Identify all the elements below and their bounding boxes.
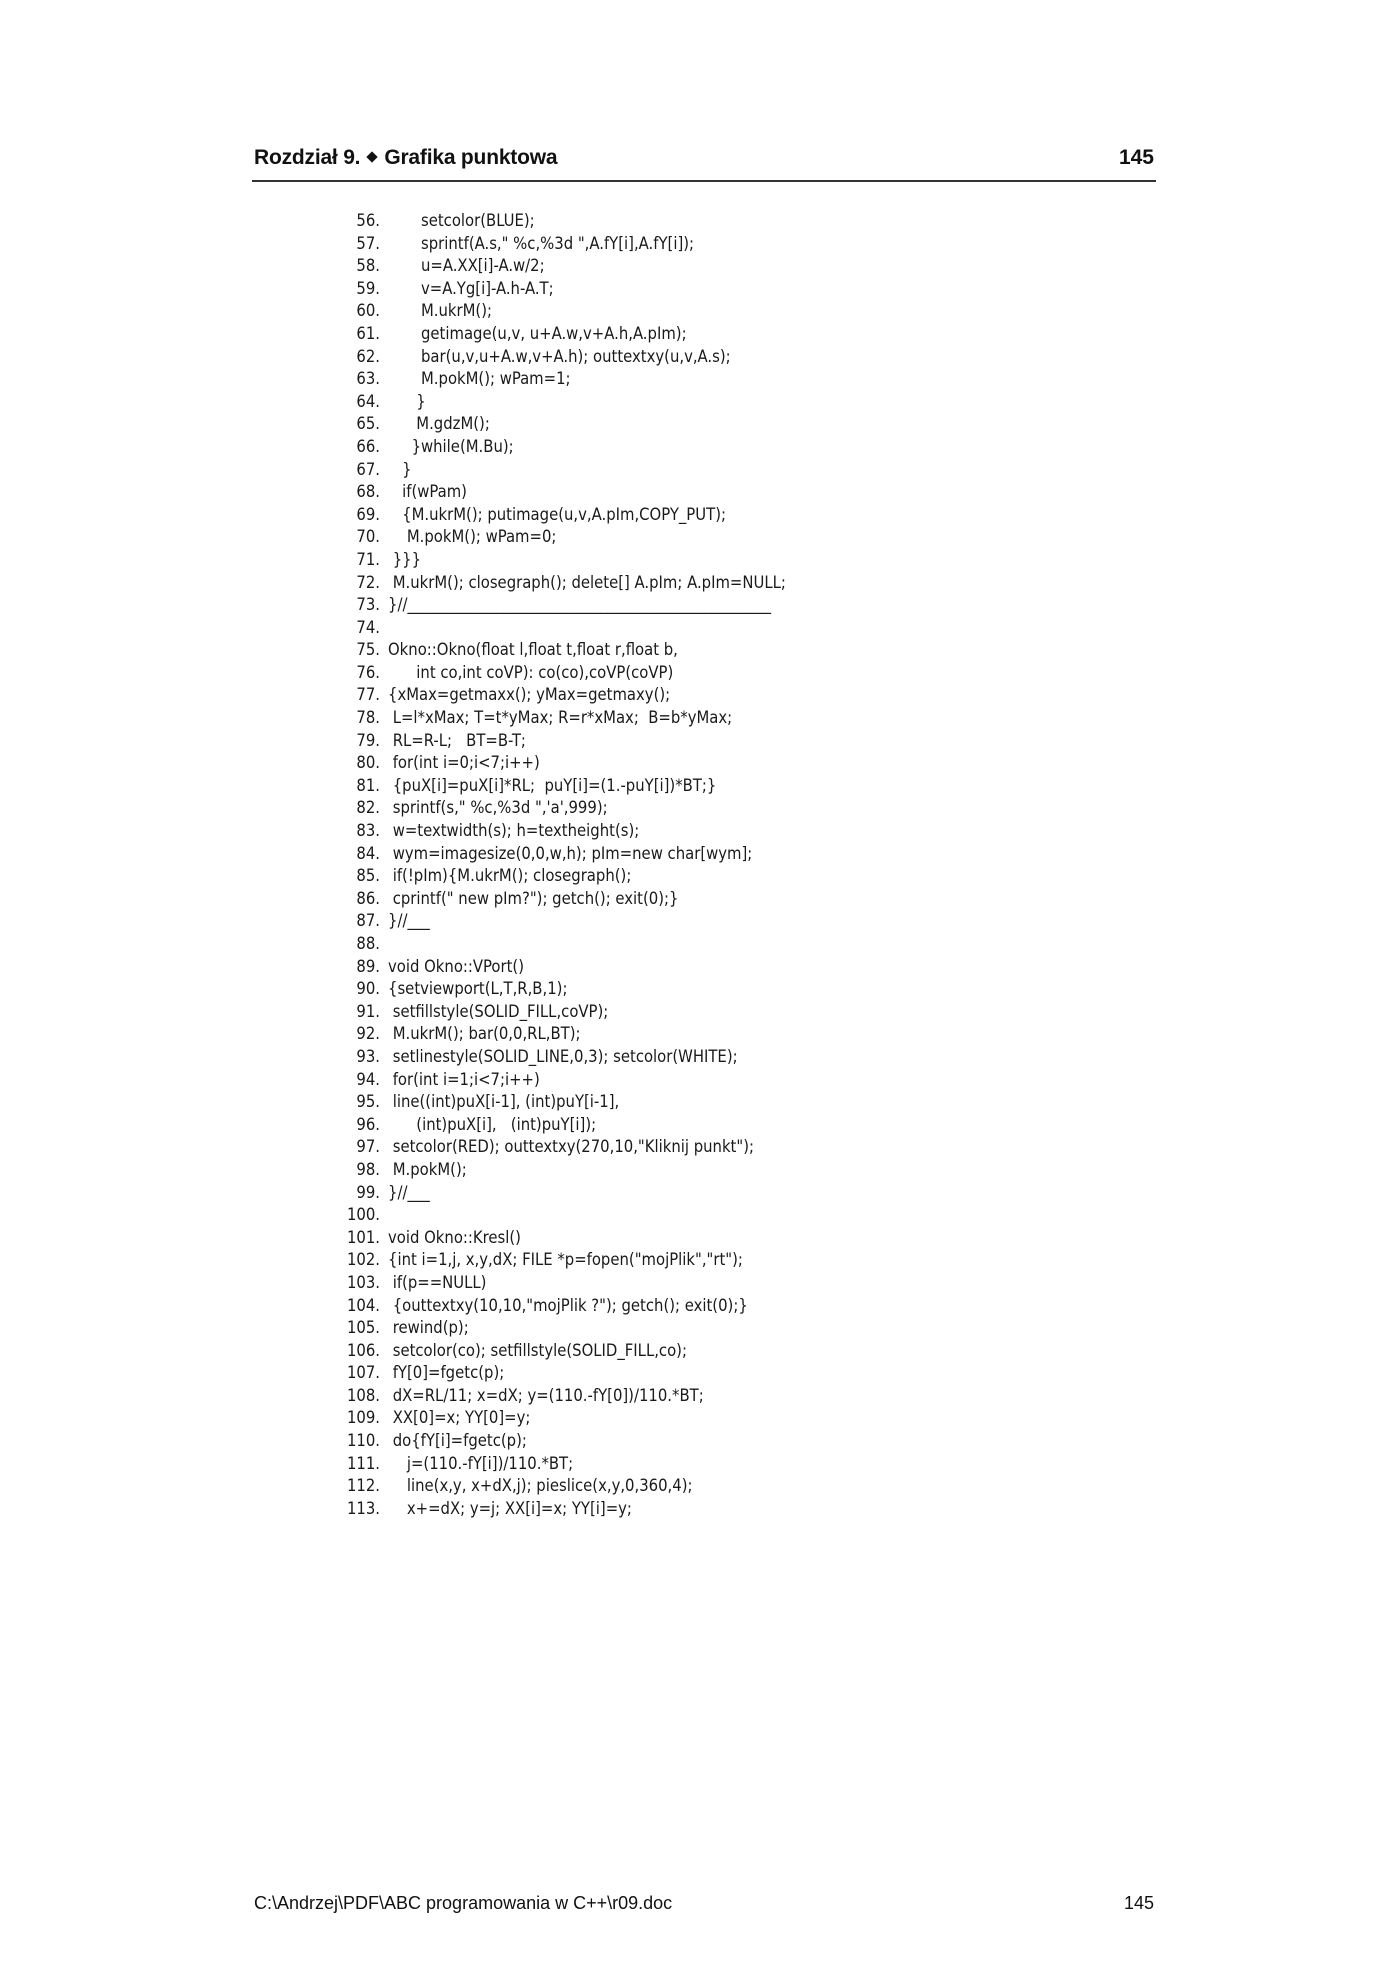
line-number: 96. bbox=[356, 1114, 380, 1134]
code-line bbox=[330, 549, 1150, 572]
code-text: } bbox=[388, 391, 426, 411]
code-line bbox=[330, 820, 1150, 843]
code-text: line(x,y, x+dX,j); pieslice(x,y,0,360,4); bbox=[388, 1476, 693, 1496]
line-number: 68. bbox=[356, 482, 380, 502]
line-number: 56. bbox=[356, 211, 380, 230]
line-number: 86. bbox=[356, 888, 380, 908]
code-text bbox=[388, 933, 1150, 956]
code-line bbox=[330, 752, 1150, 775]
code-text: {outtextxy(10,10,"mojPlik ?"); getch(); exit(0);} bbox=[388, 1295, 748, 1315]
code-line bbox=[330, 1136, 1150, 1159]
code-text: XX[0]=x; YY[0]=y; bbox=[388, 1408, 531, 1428]
line-number: 88. bbox=[356, 934, 380, 953]
code-line bbox=[330, 1407, 1150, 1430]
code-line bbox=[330, 662, 1150, 685]
code-line bbox=[330, 1204, 1150, 1227]
code-line bbox=[330, 1091, 1150, 1114]
line-number: 89. bbox=[356, 956, 380, 976]
code-text: }}} bbox=[388, 549, 422, 569]
code-text: line((int)puX[i-1], (int)puY[i-1], bbox=[388, 1092, 620, 1112]
chapter-label: Rozdział 9. bbox=[254, 146, 361, 169]
code-line bbox=[330, 1182, 1150, 1205]
code-line bbox=[330, 843, 1150, 866]
line-number: 105. bbox=[346, 1318, 380, 1338]
line-number: 83. bbox=[356, 821, 380, 841]
code-line bbox=[330, 1317, 1150, 1340]
code-text: }while(M.Bu); bbox=[388, 436, 514, 456]
code-text: {int i=1,j, x,y,dX; FILE *p=fopen("mojPlik","rt"); bbox=[388, 1250, 743, 1270]
code-line bbox=[330, 865, 1150, 888]
code-line bbox=[330, 1001, 1150, 1024]
code-text: M.pokM(); wPam=0; bbox=[388, 527, 557, 547]
code-text: fY[0]=fgetc(p); bbox=[388, 1363, 505, 1383]
code-text bbox=[388, 617, 1150, 640]
line-number: 100. bbox=[346, 1205, 380, 1225]
code-line bbox=[330, 910, 1150, 933]
code-line bbox=[330, 933, 1150, 956]
line-number: 58. bbox=[356, 256, 380, 276]
line-number: 113. bbox=[346, 1498, 380, 1518]
code-line bbox=[330, 255, 1150, 278]
code-text: setfillstyle(SOLID_FILL,coVP); bbox=[388, 1001, 609, 1021]
line-number: 64. bbox=[356, 391, 380, 411]
code-line bbox=[330, 797, 1150, 820]
code-line bbox=[330, 707, 1150, 730]
code-text: (int)puX[i], (int)puY[i]); bbox=[388, 1114, 597, 1134]
code-line bbox=[330, 300, 1150, 323]
line-number: 75. bbox=[356, 640, 380, 660]
code-text: u=A.XX[i]-A.w/2; bbox=[388, 256, 545, 276]
code-text: }//___ bbox=[388, 1182, 430, 1202]
code-line bbox=[330, 617, 1150, 640]
code-line bbox=[330, 1475, 1150, 1498]
code-line bbox=[330, 1385, 1150, 1408]
code-text: }//___ bbox=[388, 911, 430, 931]
line-number: 80. bbox=[356, 753, 380, 773]
code-line bbox=[330, 391, 1150, 414]
line-number: 73. bbox=[356, 595, 380, 615]
code-listing bbox=[330, 210, 1150, 1520]
code-line bbox=[330, 730, 1150, 753]
line-number: 108. bbox=[346, 1385, 380, 1405]
code-line bbox=[330, 1227, 1150, 1250]
code-text: x+=dX; y=j; XX[i]=x; YY[i]=y; bbox=[388, 1498, 632, 1518]
line-number: 70. bbox=[356, 527, 380, 547]
code-line bbox=[330, 1046, 1150, 1069]
code-text: {xMax=getmaxx(); yMax=getmaxy(); bbox=[388, 685, 671, 705]
line-number: 59. bbox=[356, 278, 380, 298]
code-line bbox=[330, 278, 1150, 301]
line-number: 102. bbox=[346, 1250, 380, 1270]
code-line bbox=[330, 888, 1150, 911]
code-text: RL=R-L; BT=B-T; bbox=[388, 730, 526, 750]
footer-page-number: 145 bbox=[1123, 1893, 1154, 1913]
code-text: int co,int coVP): co(co),coVP(coVP) bbox=[388, 662, 674, 682]
code-line bbox=[330, 1430, 1150, 1453]
line-number: 93. bbox=[356, 1046, 380, 1066]
code-text: v=A.Yg[i]-A.h-A.T; bbox=[388, 278, 554, 298]
code-text: dX=RL/11; x=dX; y=(110.-fY[0])/110.*BT; bbox=[388, 1385, 704, 1405]
code-text: M.ukrM(); bbox=[388, 301, 493, 321]
code-line bbox=[330, 1023, 1150, 1046]
line-number: 85. bbox=[356, 866, 380, 886]
line-number: 91. bbox=[356, 1001, 380, 1021]
line-number: 111. bbox=[346, 1453, 380, 1473]
running-header bbox=[252, 146, 1156, 182]
code-text: M.pokM(); wPam=1; bbox=[388, 369, 571, 389]
code-text: } bbox=[388, 459, 412, 479]
line-number: 66. bbox=[356, 436, 380, 456]
line-number: 103. bbox=[346, 1272, 380, 1292]
code-text: Okno::Okno(float l,float t,float r,float b, bbox=[388, 640, 678, 660]
code-line bbox=[330, 346, 1150, 369]
code-text: void Okno::VPort() bbox=[388, 956, 524, 976]
line-number: 90. bbox=[356, 979, 380, 999]
line-number: 97. bbox=[356, 1137, 380, 1157]
line-number: 99. bbox=[356, 1182, 380, 1202]
code-line bbox=[330, 323, 1150, 346]
line-number: 95. bbox=[356, 1092, 380, 1112]
code-text: L=l*xMax; T=t*yMax; R=r*xMax; B=b*yMax; bbox=[388, 708, 733, 728]
code-line bbox=[330, 1295, 1150, 1318]
code-text: j=(110.-fY[i])/110.*BT; bbox=[388, 1453, 574, 1473]
code-line bbox=[330, 1362, 1150, 1385]
code-line bbox=[330, 594, 1150, 617]
line-number: 104. bbox=[346, 1295, 380, 1315]
code-line bbox=[330, 526, 1150, 549]
running-footer bbox=[252, 1893, 1156, 1917]
line-number: 67. bbox=[356, 459, 380, 479]
code-text: setcolor(co); setfillstyle(SOLID_FILL,co); bbox=[388, 1340, 687, 1360]
code-text: {puX[i]=puX[i]*RL; puY[i]=(1.-puY[i])*BT;} bbox=[388, 775, 717, 795]
code-line bbox=[330, 978, 1150, 1001]
code-line bbox=[330, 1340, 1150, 1363]
code-text: M.gdzM(); bbox=[388, 414, 490, 434]
code-text: {setviewport(L,T,R,B,1); bbox=[388, 979, 568, 999]
code-line bbox=[330, 436, 1150, 459]
code-line bbox=[330, 210, 1150, 233]
line-number: 76. bbox=[356, 662, 380, 682]
code-text: bar(u,v,u+A.w,v+A.h); outtextxy(u,v,A.s); bbox=[388, 346, 731, 366]
header-title bbox=[254, 146, 557, 170]
code-line bbox=[330, 504, 1150, 527]
line-number: 81. bbox=[356, 775, 380, 795]
line-number: 60. bbox=[356, 301, 380, 321]
line-number: 92. bbox=[356, 1024, 380, 1044]
code-line bbox=[330, 1498, 1150, 1521]
code-line bbox=[330, 572, 1150, 595]
line-number: 74. bbox=[356, 617, 380, 637]
code-text: getimage(u,v, u+A.w,v+A.h,A.pIm); bbox=[388, 323, 687, 343]
code-text: M.pokM(); bbox=[388, 1159, 467, 1179]
line-number: 109. bbox=[346, 1408, 380, 1428]
line-number: 57. bbox=[356, 233, 380, 253]
code-text: setcolor(BLUE); bbox=[388, 211, 535, 230]
code-line bbox=[330, 1069, 1150, 1092]
line-number: 107. bbox=[346, 1363, 380, 1383]
code-line bbox=[330, 481, 1150, 504]
code-text: for(int i=1;i<7;i++) bbox=[388, 1069, 540, 1089]
code-line bbox=[330, 413, 1150, 436]
line-number: 65. bbox=[356, 414, 380, 434]
code-text: setcolor(RED); outtextxy(270,10,"Kliknij punkt"); bbox=[388, 1137, 754, 1157]
code-line bbox=[330, 1453, 1150, 1476]
code-text: void Okno::Kresl() bbox=[388, 1227, 521, 1247]
line-number: 77. bbox=[356, 685, 380, 705]
line-number: 79. bbox=[356, 730, 380, 750]
line-number: 61. bbox=[356, 323, 380, 343]
code-line bbox=[330, 233, 1150, 256]
code-line bbox=[330, 639, 1150, 662]
code-text: wym=imagesize(0,0,w,h); pIm=new char[wym]; bbox=[388, 843, 753, 863]
code-line bbox=[330, 1159, 1150, 1182]
code-line bbox=[330, 775, 1150, 798]
line-number: 94. bbox=[356, 1069, 380, 1089]
code-text bbox=[388, 1204, 1150, 1227]
code-text: setlinestyle(SOLID_LINE,0,3); setcolor(WHITE); bbox=[388, 1046, 738, 1066]
line-number: 110. bbox=[346, 1431, 380, 1451]
line-number: 98. bbox=[356, 1159, 380, 1179]
code-text: cprintf(" new pIm?"); getch(); exit(0);} bbox=[388, 888, 679, 908]
code-line bbox=[330, 1114, 1150, 1137]
code-text: for(int i=0;i<7;i++) bbox=[388, 753, 540, 773]
line-number: 82. bbox=[356, 798, 380, 818]
line-number: 63. bbox=[356, 369, 380, 389]
line-number: 106. bbox=[346, 1340, 380, 1360]
line-number: 84. bbox=[356, 843, 380, 863]
line-number: 112. bbox=[346, 1476, 380, 1496]
line-number: 72. bbox=[356, 572, 380, 592]
code-text: if(wPam) bbox=[388, 482, 467, 502]
code-text: {M.ukrM(); putimage(u,v,A.pIm,COPY_PUT); bbox=[388, 504, 726, 524]
code-line bbox=[330, 684, 1150, 707]
header-page-number: 145 bbox=[1118, 146, 1154, 169]
line-number: 69. bbox=[356, 504, 380, 524]
code-line bbox=[330, 1272, 1150, 1295]
code-text: M.ukrM(); closegraph(); delete[] A.pIm; A.pIm=NULL; bbox=[388, 572, 786, 592]
code-line bbox=[330, 459, 1150, 482]
code-text: }//_________________________________________________ bbox=[388, 595, 772, 615]
code-text: if(!pIm){M.ukrM(); closegraph(); bbox=[388, 866, 632, 886]
code-text: M.ukrM(); bar(0,0,RL,BT); bbox=[388, 1024, 581, 1044]
section-label: Grafika punktowa bbox=[384, 146, 558, 169]
line-number: 71. bbox=[356, 549, 380, 569]
code-text: w=textwidth(s); h=textheight(s); bbox=[388, 821, 640, 841]
code-text: rewind(p); bbox=[388, 1318, 469, 1338]
code-text: sprintf(s," %c,%3d ",'a',999); bbox=[388, 798, 608, 818]
line-number: 101. bbox=[346, 1227, 380, 1247]
code-text: sprintf(A.s," %c,%3d ",A.fY[i],A.fY[i]); bbox=[388, 233, 695, 253]
code-line bbox=[330, 1249, 1150, 1272]
code-line bbox=[330, 956, 1150, 979]
line-number: 62. bbox=[356, 346, 380, 366]
code-text: do{fY[i]=fgetc(p); bbox=[388, 1431, 527, 1451]
line-number: 87. bbox=[356, 911, 380, 931]
code-text: if(p==NULL) bbox=[388, 1272, 487, 1292]
diamond-icon bbox=[367, 151, 378, 162]
line-number: 78. bbox=[356, 708, 380, 728]
code-line bbox=[330, 368, 1150, 391]
footer-file-path: C:\Andrzej\PDF\ABC programowania w C++\r09.doc bbox=[254, 1893, 673, 1913]
